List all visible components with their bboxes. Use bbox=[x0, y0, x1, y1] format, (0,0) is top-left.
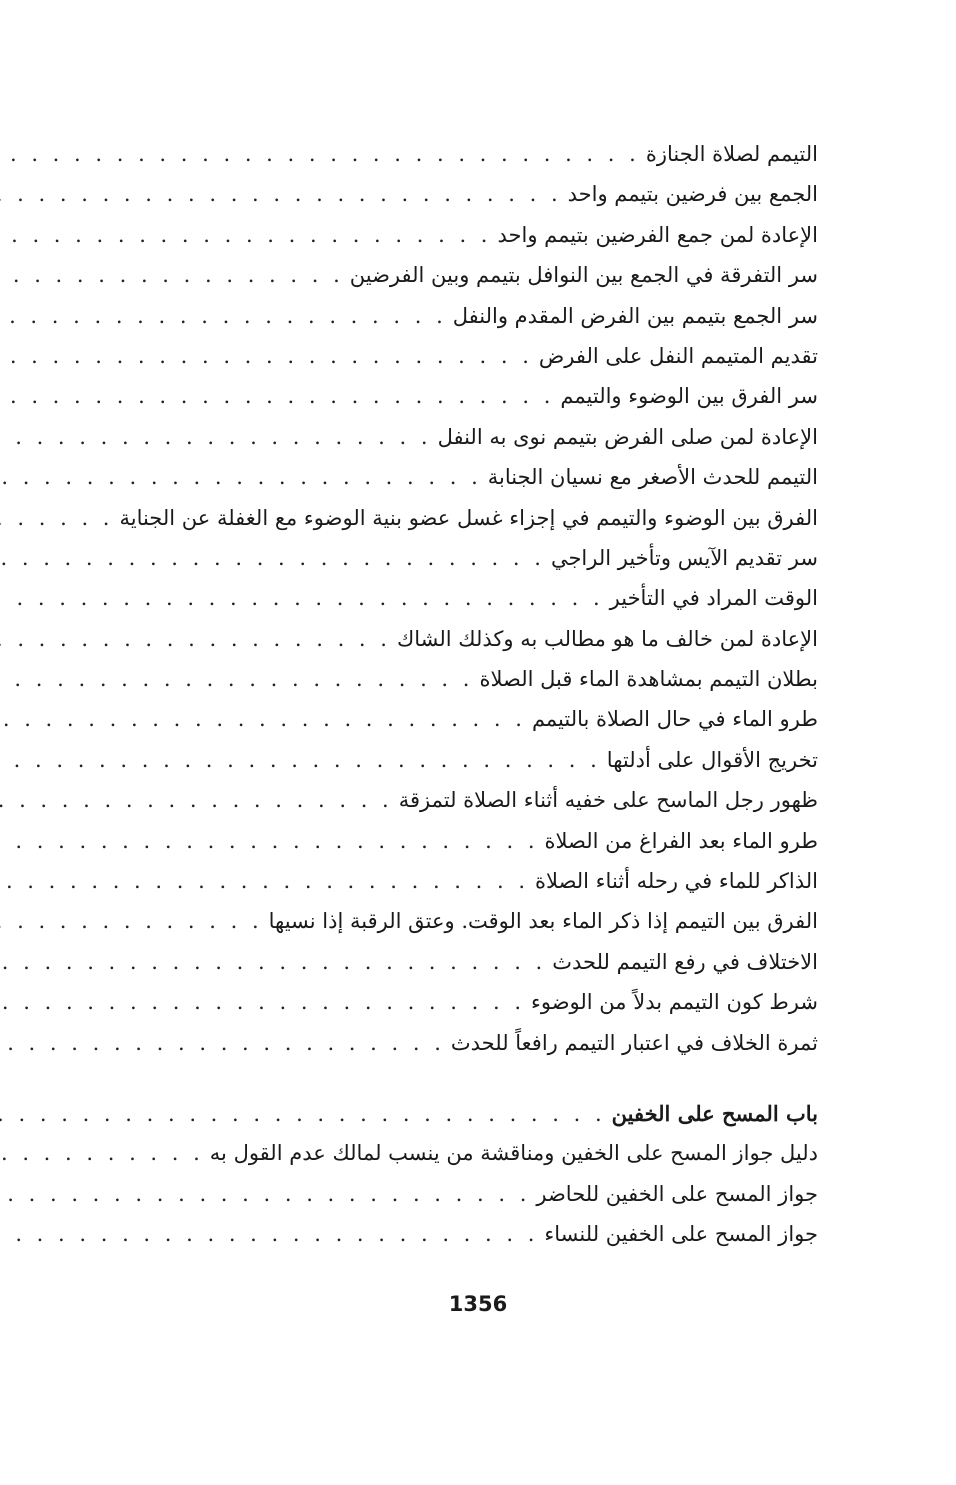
toc-entry bbox=[78, 748, 818, 788]
toc-entry bbox=[78, 707, 818, 747]
toc-entry bbox=[78, 1222, 818, 1262]
toc-entry-title: ظهور رجل الماسح على خفيه أثناء الصلاة لتمزقة bbox=[398, 788, 818, 813]
toc-entry-title: طرو الماء بعد الفراغ من الصلاة bbox=[544, 828, 818, 853]
toc-entry bbox=[78, 344, 818, 384]
leader-dots bbox=[0, 263, 344, 287]
leader-dots bbox=[0, 465, 482, 489]
leader-dots bbox=[0, 304, 447, 328]
leader-dots bbox=[0, 1182, 530, 1206]
toc-entry-title: سر الجمع بتيمم بين الفرض المقدم والنفل bbox=[452, 303, 818, 328]
leader-dots bbox=[0, 425, 432, 449]
leader-dots bbox=[0, 909, 263, 933]
table-of-contents bbox=[78, 142, 818, 1263]
leader-dots bbox=[0, 586, 604, 610]
toc-entry bbox=[78, 586, 818, 626]
toc-entry-title: الإعادة لمن صلى الفرض بتيمم نوى به النفل bbox=[437, 424, 818, 449]
leader-dots bbox=[0, 667, 473, 691]
toc-entry bbox=[78, 667, 818, 707]
leader-dots bbox=[0, 829, 539, 853]
leader-dots bbox=[0, 546, 545, 570]
toc-entry-title: جواز المسح على الخفين للنساء bbox=[544, 1222, 818, 1247]
toc-entry bbox=[78, 990, 818, 1030]
toc-entry-title: التيمم للحدث الأصغر مع نسيان الجنابة bbox=[487, 465, 818, 490]
toc-entry bbox=[78, 1141, 818, 1181]
toc-entry-title: الفرق بين التيمم إذا ذكر الماء بعد الوقت. وعتق الرقبة إذا نسيها bbox=[268, 909, 818, 934]
toc-entry-title: الذاكر للماء في رحله أثناء الصلاة bbox=[535, 869, 818, 894]
toc-entry-title: سر الفرق بين الوضوء والتيمم bbox=[560, 384, 818, 409]
page-number: 1356 bbox=[448, 1292, 508, 1316]
section-heading-title: باب المسح على الخفين bbox=[611, 1100, 818, 1126]
leader-dots bbox=[0, 748, 601, 772]
toc-entry bbox=[78, 506, 818, 546]
toc-entry bbox=[78, 182, 818, 222]
toc-entry bbox=[78, 788, 818, 828]
leader-dots bbox=[0, 627, 391, 651]
toc-entry bbox=[78, 950, 818, 990]
leader-dots bbox=[0, 707, 526, 731]
toc-section-list bbox=[78, 1141, 818, 1262]
toc-entry-title: الإعادة لمن خالف ما هو مطالب به وكذلك الشاك bbox=[396, 626, 818, 651]
toc-entry bbox=[78, 223, 818, 263]
toc-entry-title: الإعادة لمن جمع الفرضين بتيمم واحد bbox=[497, 222, 818, 247]
leader-dots bbox=[0, 1222, 538, 1246]
toc-entry bbox=[78, 425, 818, 465]
toc-entry-title: طرو الماء في حال الصلاة بالتيمم bbox=[531, 707, 818, 732]
leader-dots bbox=[0, 788, 393, 812]
toc-entry-title: سر التفرقة في الجمع بين النوافل بتيمم وبين الفرضين bbox=[349, 263, 818, 288]
toc-entry bbox=[78, 909, 818, 949]
toc-entry bbox=[78, 546, 818, 586]
leader-dots bbox=[0, 1102, 606, 1126]
toc-entry bbox=[78, 829, 818, 869]
toc-entry-title: تقديم المتيمم النفل على الفرض bbox=[538, 343, 818, 368]
toc-entry-title: الاختلاف في رفع التيمم للحدث bbox=[552, 949, 818, 974]
leader-dots bbox=[0, 990, 525, 1014]
toc-entry-title: تخريج الأقوال على أدلتها bbox=[606, 747, 818, 772]
toc-entry-title: دليل جواز المسح على الخفين ومناقشة من ينسب لمالك عدم القول به bbox=[209, 1141, 818, 1166]
toc-entry-title: ثمرة الخلاف في اعتبار التيمم رافعاً للحدث bbox=[450, 1030, 818, 1055]
leader-dots bbox=[0, 1031, 445, 1055]
toc-entry bbox=[78, 263, 818, 303]
leader-dots bbox=[0, 506, 113, 530]
leader-dots bbox=[0, 384, 554, 408]
toc-entry-title: بطلان التيمم بمشاهدة الماء قبل الصلاة bbox=[479, 667, 818, 692]
toc-entry-title: جواز المسح على الخفين للحاضر bbox=[536, 1181, 818, 1206]
toc-entry bbox=[78, 384, 818, 424]
leader-dots bbox=[0, 1141, 204, 1165]
toc-entry bbox=[78, 1031, 818, 1071]
toc-entry bbox=[78, 465, 818, 505]
leader-dots bbox=[0, 344, 533, 368]
leader-dots bbox=[0, 869, 529, 893]
toc-entry bbox=[78, 304, 818, 344]
leader-dots bbox=[0, 182, 562, 206]
toc-entry-title: الجمع بين فرضين بتيمم واحد bbox=[567, 182, 818, 207]
toc-entry-title: شرط كون التيمم بدلاً من الوضوء bbox=[531, 990, 818, 1015]
section-gap bbox=[78, 1071, 818, 1101]
toc-entry-title: الوقت المراد في التأخير bbox=[609, 586, 818, 611]
toc-entry-title: التيمم لصلاة الجنازة bbox=[645, 142, 818, 166]
toc-entry bbox=[78, 869, 818, 909]
toc-section-heading bbox=[78, 1101, 818, 1141]
leader-dots bbox=[0, 142, 640, 166]
toc-entry bbox=[78, 627, 818, 667]
toc-list bbox=[78, 142, 818, 1071]
toc-entry-title: الفرق بين الوضوء والتيمم في إجزاء غسل عضو بنية الوضوء مع الغفلة عن الجناية bbox=[119, 505, 818, 530]
leader-dots bbox=[0, 950, 546, 974]
leader-dots bbox=[0, 223, 491, 247]
toc-entry bbox=[78, 142, 818, 182]
toc-entry-title: سر تقديم الآيس وتأخير الراجي bbox=[550, 545, 818, 570]
toc-entry bbox=[78, 1182, 818, 1222]
